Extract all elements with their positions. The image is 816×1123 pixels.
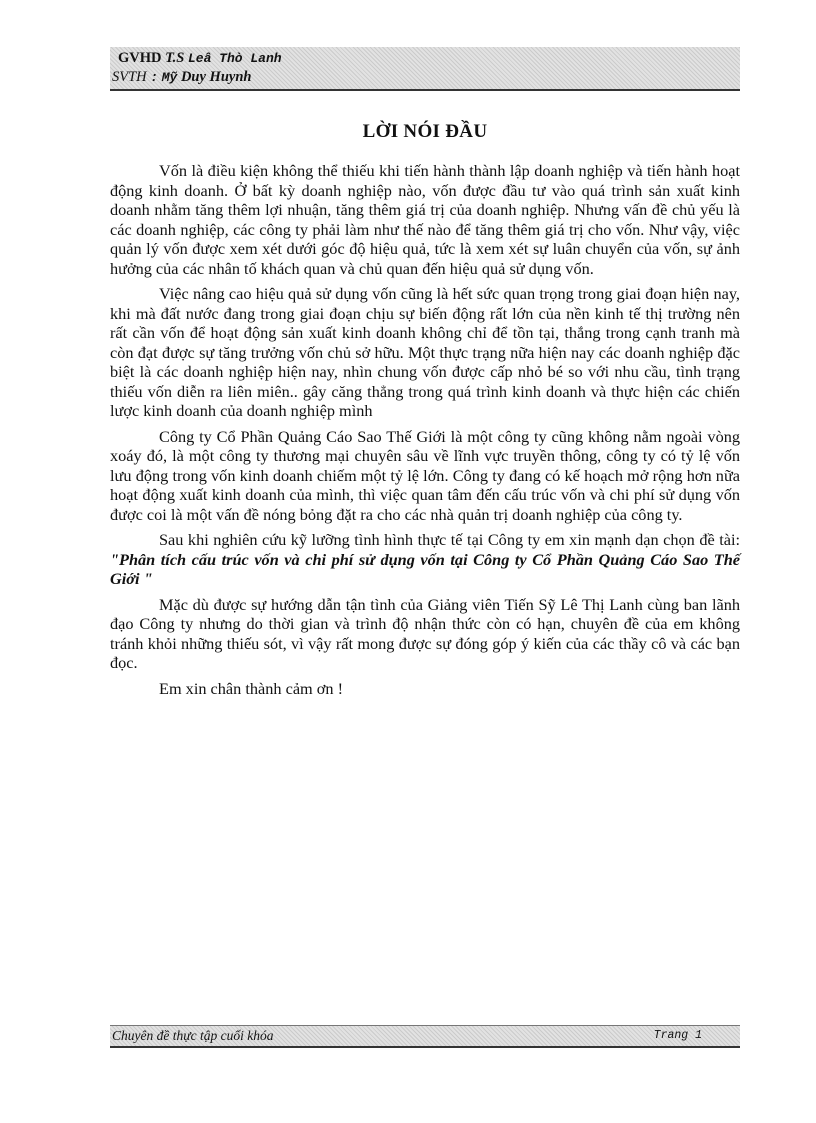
student-name: Duy Huynh xyxy=(180,69,252,85)
student-given-name: Mỹ xyxy=(161,70,178,85)
closing-line: Em xin chân thành cảm ơn ! xyxy=(159,678,344,698)
topic-paragraph xyxy=(110,530,740,589)
document-body xyxy=(110,161,740,704)
footer-label: Chuyên đề thực tập cuối khóa xyxy=(112,1028,274,1043)
advisor-line xyxy=(118,50,282,67)
advisor-title: T.S xyxy=(165,50,185,66)
student-label: SVTH xyxy=(112,69,147,85)
paragraph: Việc nâng cao hiệu quả sử dụng vốn cũng là hết sức quan trọng trong giai đoạn hiện nay, khi mà đất nước đang trong giai đoạn chịu sự biến động rất lớn của nền kinh tế thị trường nên rất cần vốn để hoạt động sản xuất kinh doanh không chỉ để tồn tại, thắng trong cạnh tranh mà còn đạt được sự tăng trưởng vốn chủ sở hữu. Một thực trạng nữa hiện nay các doanh nghiệp đặc biệt là các doanh nghiệp hiện nay, nhìn chung vốn được cấp nhỏ bé so với nhu cầu, tình trạng thiếu vốn diễn ra liên miên.. gây căng thẳng trong quá trình kinh doanh và thực hiện các chiến lược kinh doanh của doanh nghiệp mình xyxy=(110,284,740,420)
acknowledgement-paragraph: Mặc dù được sự hướng dẫn tận tình của Giảng viên Tiến Sỹ Lê Thị Lanh cùng ban lãnh đạo Công ty nhưng do thời gian và trình độ nhận thức còn có hạn, chuyên đề của em không tránh khỏi những thiếu sót, vì vậy rất mong được sự đóng góp ý kiến của các thầy cô và các bạn đọc. xyxy=(110,594,740,672)
page-title: LỜI NÓI ĐẦU xyxy=(362,121,488,142)
advisor-name: Leâ Thò Lanh xyxy=(187,51,282,66)
topic-intro: Sau khi nghiên cứu kỹ lưỡng tình hình thực tế tại Công ty em xin mạnh dạn chọn đề tài: xyxy=(159,530,740,549)
paragraph: Công ty Cổ Phần Quảng Cáo Sao Thế Giới là một công ty cũng không nằm ngoài vòng xoáy đó, là một công ty thương mại chuyên sâu về lĩnh vực truyền thông, công ty có tỷ lệ vốn lưu động trong vốn kinh doanh chiếm một tỷ lệ lớn. Công ty đang có kế hoạch mở rộng hơn nữa hoạt động xuất kinh doanh của mình, thì việc quan tâm đến cấu trúc vốn và chi phí sử dụng vốn được coi là một vấn đề nóng bỏng đặt ra cho các nhà quản trị doanh nghiệp của công ty. xyxy=(110,426,740,524)
page-header xyxy=(110,47,740,91)
advisor-label: GVHD xyxy=(118,50,162,66)
paragraph: Vốn là điều kiện không thể thiếu khi tiến hành thành lập doanh nghiệp và tiến hành hoạt động kinh doanh. Ở bất kỳ doanh nghiệp nào, vốn được đầu tư vào quá trình sản xuất kinh doanh nhằm tăng thêm lợi nhuận, tăng thêm giá trị của doanh nghiệp. Nhưng vấn đề chủ yếu là các doanh nghiệp, các công ty phải làm như thế nào để tăng thêm giá trị cho vốn. Như vậy, việc quản lý vốn được xem xét dưới góc độ hiệu quả, tức là xem xét sự luân chuyển của vốn, sự ảnh hưởng của các nhân tố khách quan và chủ quan đến hiệu quả sử dụng vốn. xyxy=(110,161,740,278)
page-label: Trang xyxy=(653,1029,689,1042)
student-line xyxy=(112,69,251,86)
page-number xyxy=(654,1029,702,1042)
page-number-value: 1 xyxy=(695,1029,702,1042)
page-footer xyxy=(110,1025,740,1048)
student-separator: : xyxy=(150,70,159,85)
topic-title: "Phân tích cấu trúc vốn và chi phí sử dụng vốn tại Công ty Cổ Phần Quảng Cáo Sao Thế Giới " xyxy=(110,549,740,588)
